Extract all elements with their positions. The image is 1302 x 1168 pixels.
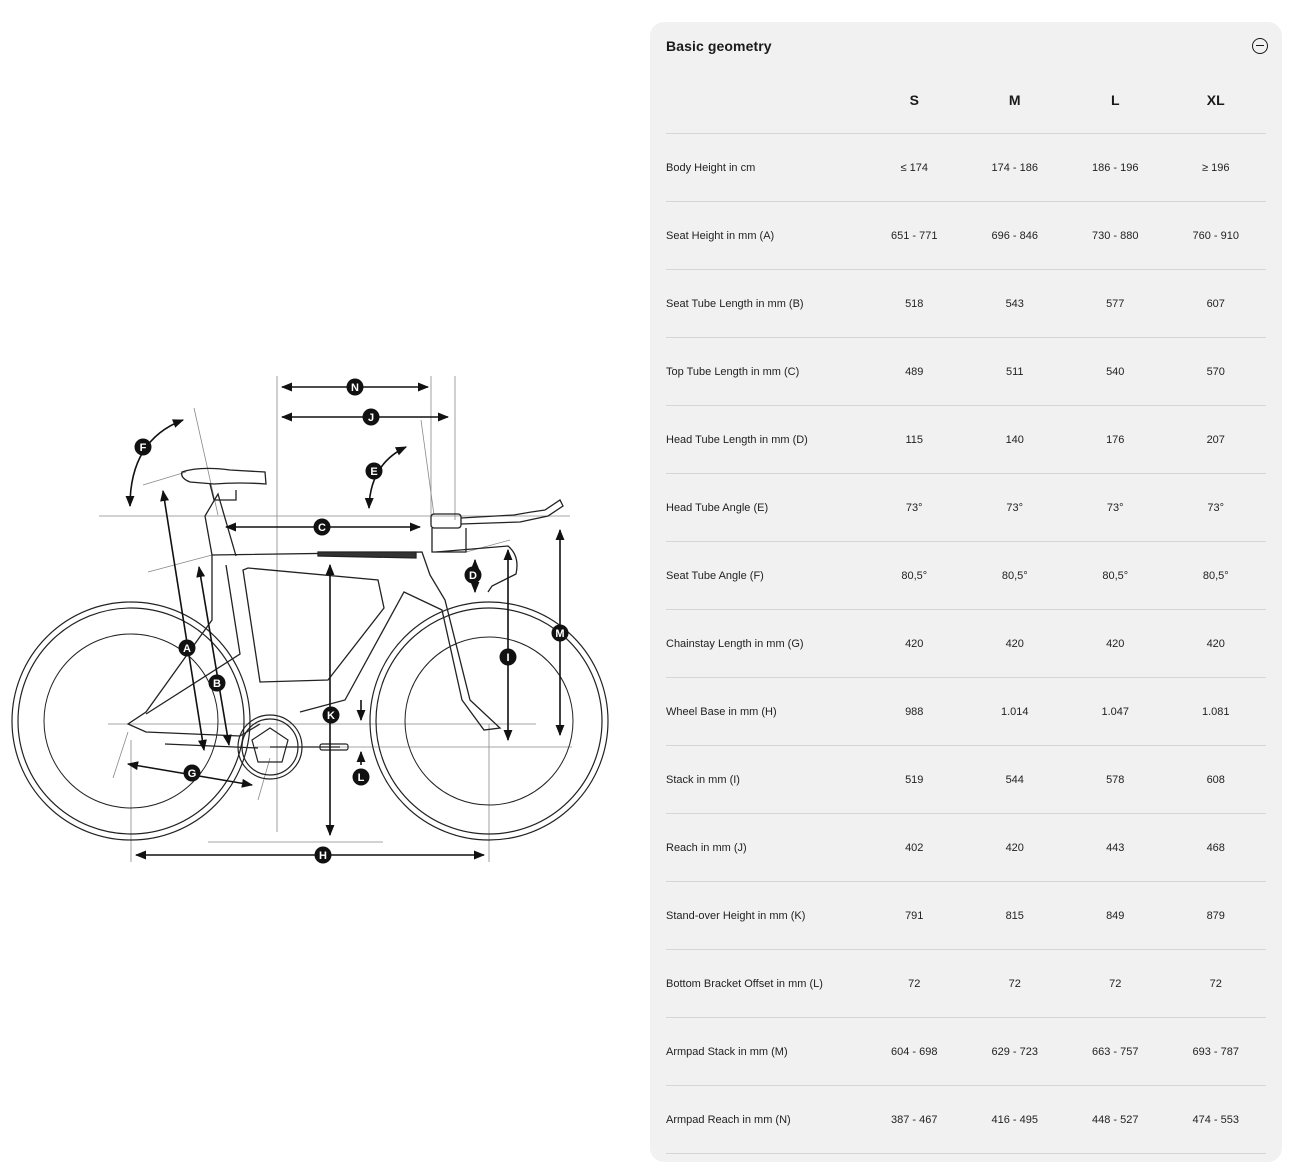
table-cell: 420 (965, 814, 1066, 882)
table-cell: 608 (1166, 746, 1267, 814)
table-cell: 80,5° (965, 542, 1066, 610)
table-cell: 207 (1166, 406, 1267, 474)
row-label: Head Tube Length in mm (D) (666, 406, 864, 474)
table-cell: 791 (864, 882, 965, 950)
table-cell: 489 (864, 338, 965, 406)
table-row (666, 746, 1266, 814)
row-label: Armpad Stack in mm (M) (666, 1018, 864, 1086)
table-row (666, 270, 1266, 338)
table-cell: ≥ 196 (1166, 134, 1267, 202)
table-cell: 72 (1065, 950, 1166, 1018)
table-cell: 115 (864, 406, 965, 474)
row-label: Top Tube Length in mm (C) (666, 338, 864, 406)
table-cell: 693 - 787 (1166, 1018, 1267, 1086)
table-row (666, 542, 1266, 610)
marker-E (366, 463, 383, 480)
svg-text:L: L (357, 772, 365, 784)
table-cell: 140 (965, 406, 1066, 474)
svg-text:N: N (351, 382, 359, 394)
row-label: Wheel Base in mm (H) (666, 678, 864, 746)
table-cell: 474 - 553 (1166, 1086, 1267, 1154)
table-cell: 629 - 723 (965, 1018, 1066, 1086)
row-label: Bottom Bracket Offset in mm (L) (666, 950, 864, 1018)
svg-text:J: J (367, 412, 375, 424)
marker-D (465, 567, 482, 584)
table-cell: 570 (1166, 338, 1267, 406)
table-row (666, 1086, 1266, 1154)
row-label: Body Height in cm (666, 134, 864, 202)
table-cell: 73° (1065, 474, 1166, 542)
table-cell: 80,5° (1065, 542, 1166, 610)
marker-I (500, 649, 517, 666)
bike-drawing (0, 360, 640, 880)
table-cell: 420 (965, 610, 1066, 678)
marker-N (347, 379, 364, 396)
marker-H (315, 847, 332, 864)
table-cell: 519 (864, 746, 965, 814)
svg-text:M: M (555, 628, 565, 640)
table-cell: 815 (965, 882, 1066, 950)
collapse-icon[interactable] (1252, 38, 1268, 54)
table-cell: 544 (965, 746, 1066, 814)
table-cell: 174 - 186 (965, 134, 1066, 202)
table-cell: 73° (1166, 474, 1267, 542)
marker-M (552, 625, 569, 642)
table-row (666, 678, 1266, 746)
row-label: Reach in mm (J) (666, 814, 864, 882)
geometry-table (666, 67, 1266, 1154)
marker-A (179, 640, 196, 657)
table-row (666, 202, 1266, 270)
dim-A (163, 491, 204, 750)
row-label: Seat Tube Angle (F) (666, 542, 864, 610)
table-row (666, 134, 1266, 202)
table-cell: 988 (864, 678, 965, 746)
table-cell: 730 - 880 (1065, 202, 1166, 270)
marker-G (184, 765, 201, 782)
row-label: Seat Tube Length in mm (B) (666, 270, 864, 338)
table-cell: 760 - 910 (1166, 202, 1267, 270)
svg-text:G: G (187, 768, 197, 780)
saddle (182, 468, 266, 500)
size-header-row (666, 67, 1266, 134)
marker-K (323, 707, 340, 724)
table-cell: 73° (965, 474, 1066, 542)
table-cell: 607 (1166, 270, 1267, 338)
geometry-panel-header[interactable] (666, 36, 1268, 56)
marker-J (363, 409, 380, 426)
table-cell: 80,5° (864, 542, 965, 610)
row-label: Seat Height in mm (A) (666, 202, 864, 270)
svg-text:A: A (183, 643, 191, 655)
table-row (666, 406, 1266, 474)
table-cell: 1.047 (1065, 678, 1166, 746)
table-cell: ≤ 174 (864, 134, 965, 202)
table-cell: 1.081 (1166, 678, 1267, 746)
row-label: Stand-over Height in mm (K) (666, 882, 864, 950)
guide-lines (99, 376, 572, 862)
svg-text:D: D (469, 570, 477, 582)
drivetrain (238, 715, 348, 779)
table-cell: 879 (1166, 882, 1267, 950)
marker-C (314, 519, 331, 536)
table-cell: 80,5° (1166, 542, 1267, 610)
table-row (666, 814, 1266, 882)
table-cell: 651 - 771 (864, 202, 965, 270)
size-header: S (864, 67, 965, 134)
svg-text:C: C (318, 522, 326, 534)
table-cell: 518 (864, 270, 965, 338)
size-header: M (965, 67, 1066, 134)
marker-F (135, 439, 152, 456)
svg-text:F: F (139, 442, 147, 454)
table-row (666, 950, 1266, 1018)
table-cell: 468 (1166, 814, 1267, 882)
table-cell: 416 - 495 (965, 1086, 1066, 1154)
row-label: Chainstay Length in mm (G) (666, 610, 864, 678)
dim-B (199, 567, 229, 745)
size-header: XL (1166, 67, 1267, 134)
svg-text:E: E (370, 466, 378, 478)
marker-L (353, 769, 370, 786)
table-cell: 72 (965, 950, 1066, 1018)
table-row (666, 474, 1266, 542)
row-label: Armpad Reach in mm (N) (666, 1086, 864, 1154)
geometry-panel (650, 22, 1282, 1162)
table-cell: 578 (1065, 746, 1166, 814)
table-cell: 176 (1065, 406, 1166, 474)
svg-text:B: B (213, 678, 221, 690)
row-label: Stack in mm (I) (666, 746, 864, 814)
table-cell: 443 (1065, 814, 1166, 882)
table-cell: 540 (1065, 338, 1166, 406)
bike-geometry-diagram (0, 360, 640, 880)
table-row (666, 610, 1266, 678)
table-cell: 511 (965, 338, 1066, 406)
table-cell: 604 - 698 (864, 1018, 965, 1086)
table-cell: 849 (1065, 882, 1166, 950)
svg-text:K: K (327, 710, 335, 722)
table-cell: 402 (864, 814, 965, 882)
table-cell: 448 - 527 (1065, 1086, 1166, 1154)
header-empty-cell (666, 67, 864, 134)
row-label: Head Tube Angle (E) (666, 474, 864, 542)
table-cell: 577 (1065, 270, 1166, 338)
aerobars (431, 500, 563, 592)
marker-B (209, 675, 226, 692)
table-cell: 543 (965, 270, 1066, 338)
table-cell: 73° (864, 474, 965, 542)
table-row (666, 1018, 1266, 1086)
table-row (666, 882, 1266, 950)
table-cell: 663 - 757 (1065, 1018, 1166, 1086)
table-cell: 420 (864, 610, 965, 678)
svg-text:H: H (319, 850, 327, 862)
table-cell: 1.014 (965, 678, 1066, 746)
size-header: L (1065, 67, 1166, 134)
table-cell: 420 (1166, 610, 1267, 678)
table-cell: 72 (1166, 950, 1267, 1018)
table-cell: 186 - 196 (1065, 134, 1166, 202)
table-cell: 696 - 846 (965, 202, 1066, 270)
panel-title: Basic geometry (666, 38, 772, 54)
table-cell: 72 (864, 950, 965, 1018)
dim-F (130, 420, 183, 506)
letter-markers (135, 379, 569, 864)
svg-text:I: I (506, 652, 510, 664)
table-cell: 387 - 467 (864, 1086, 965, 1154)
table-cell: 420 (1065, 610, 1166, 678)
table-row (666, 338, 1266, 406)
